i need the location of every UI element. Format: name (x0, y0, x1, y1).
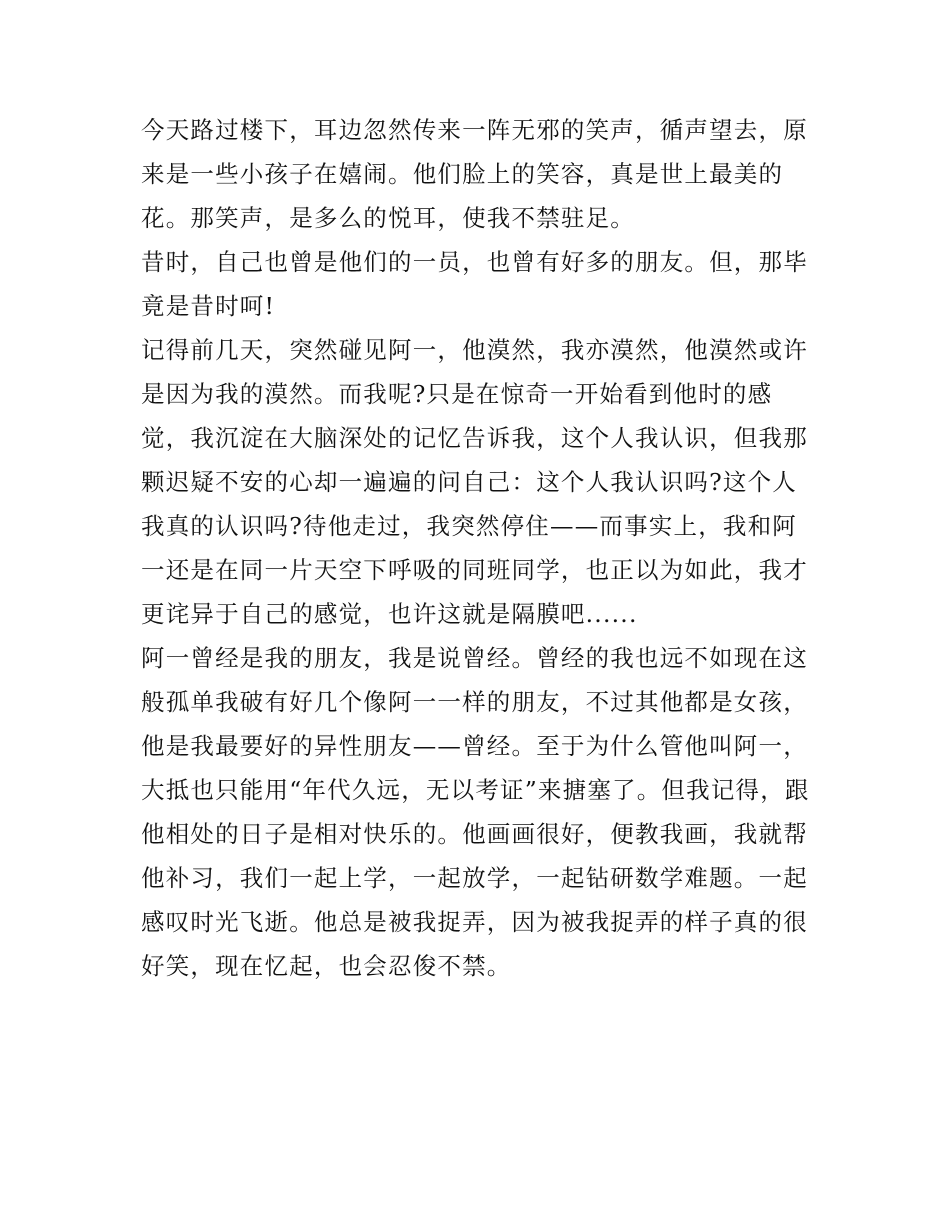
text-line: 感叹时光飞逝。他总是被我捉弄，因为被我捉弄的样子真的很 (141, 908, 808, 936)
text-line: 般孤单我破有好几个像阿一一样的朋友，不过其他都是女孩， (141, 688, 808, 716)
text-line: 来是一些小孩子在嬉闹。他们脸上的笑容，真是世上最美的 (141, 160, 784, 188)
text-line: 阿一曾经是我的朋友，我是说曾经。曾经的我也远不如现在这 (141, 644, 808, 672)
text-line: 颗迟疑不安的心却一遍遍的问自己：这个人我认识吗?这个人 (141, 468, 797, 496)
text-line: 觉，我沉淀在大脑深处的记忆告诉我，这个人我认识，但我那 (141, 424, 808, 452)
text-line: 我真的认识吗?待他走过，我突然停住——而事实上，我和阿 (141, 512, 797, 540)
text-line: 花。那笑声，是多么的悦耳，使我不禁驻足。 (141, 204, 635, 232)
document-body (141, 108, 821, 988)
text-line: 今天路过楼下，耳边忽然传来一阵无邪的笑声，循声望去，原 (141, 116, 808, 144)
text-line: 大抵也只能用“年代久远，无以考证”来搪塞了。但我记得，跟 (141, 776, 810, 804)
text-line: 昔时，自己也曾是他们的一员，也曾有好多的朋友。但，那毕 (141, 248, 808, 276)
text-line: 是因为我的漠然。而我呢?只是在惊奇一开始看到他时的感 (141, 380, 773, 408)
text-line: 竟是昔时呵! (141, 292, 276, 320)
text-line: 他相处的日子是相对快乐的。他画画很好，便教我画，我就帮 (141, 820, 808, 848)
text-line: 记得前几天，突然碰见阿一，他漠然，我亦漠然，他漠然或许 (141, 336, 808, 364)
text-line: 一还是在同一片天空下呼吸的同班同学，也正以为如此，我才 (141, 556, 808, 584)
text-line: 更诧异于自己的感觉，也许这就是隔膜吧...... (141, 600, 638, 628)
text-line: 他是我最要好的异性朋友——曾经。至于为什么管他叫阿一， (141, 732, 808, 760)
text-line: 他补习，我们一起上学，一起放学，一起钻研数学难题。一起 (141, 864, 808, 892)
text-line: 好笑，现在忆起，也会忍俊不禁。 (141, 952, 512, 980)
